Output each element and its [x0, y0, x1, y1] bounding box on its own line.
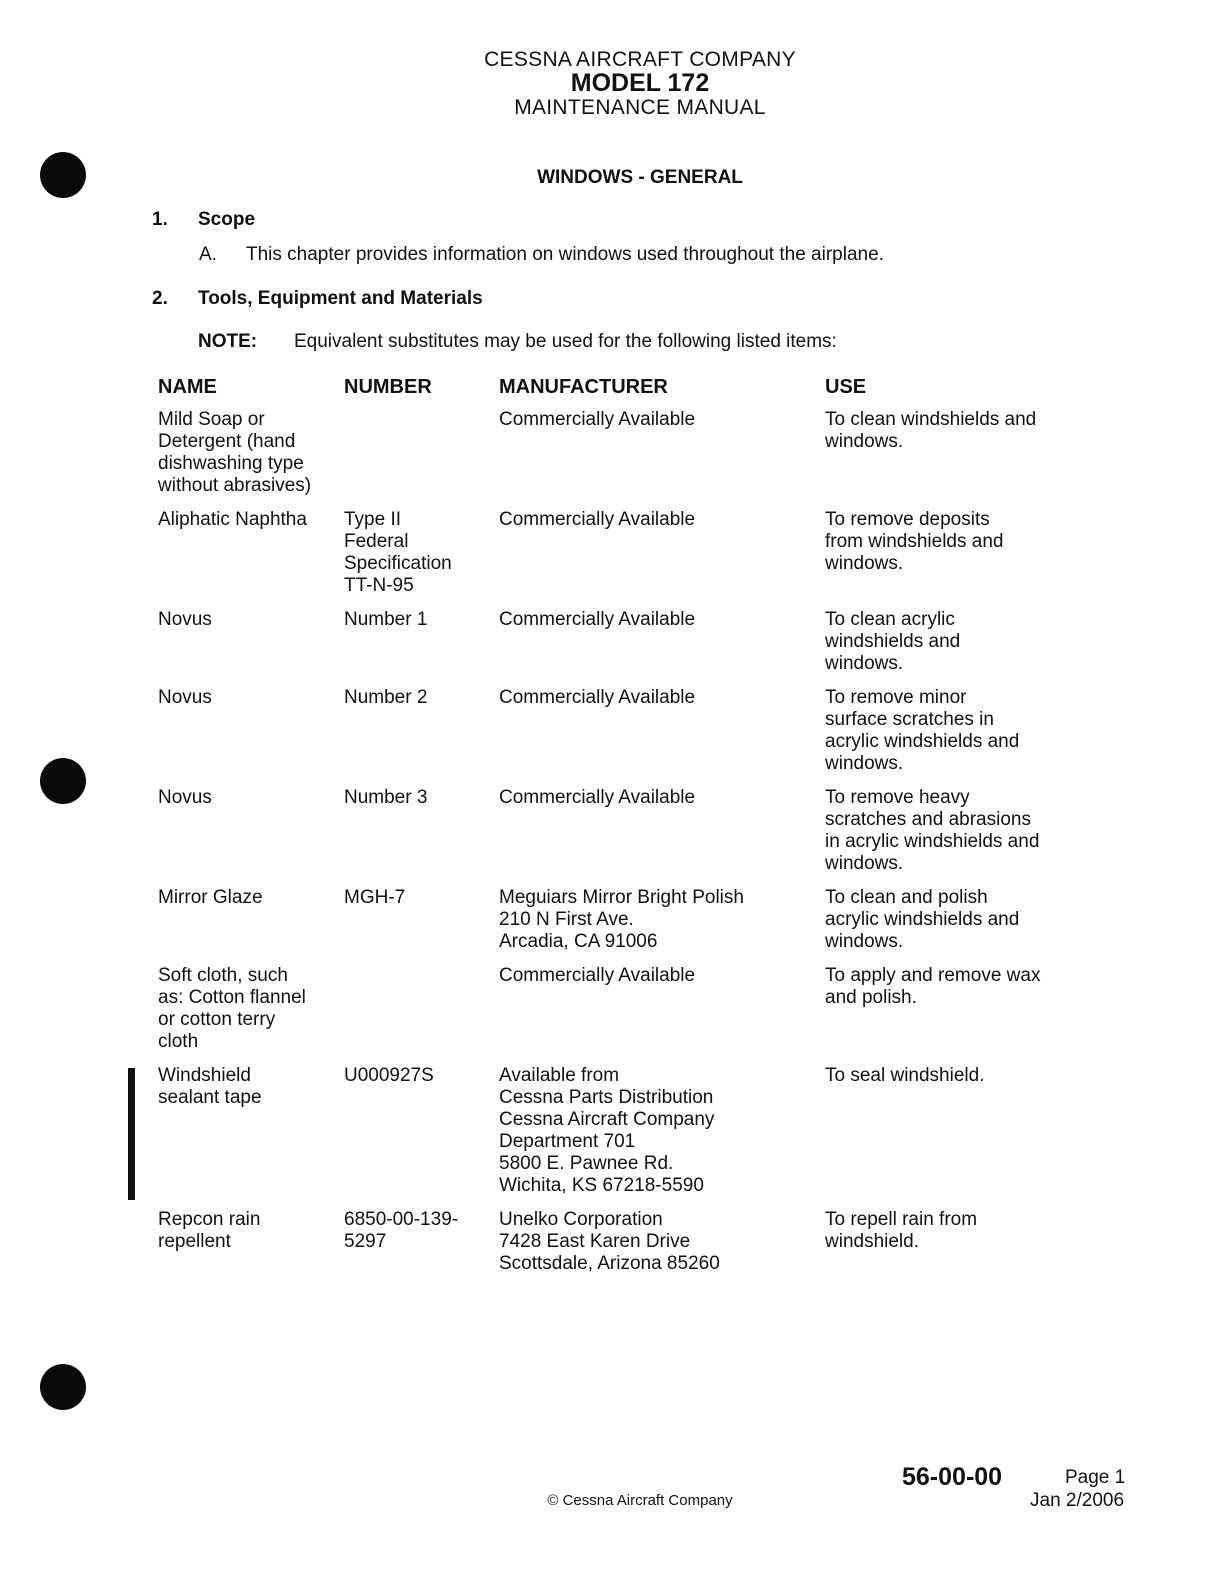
- cell-name: Soft cloth, such as: Cotton flannel or cotton terry cloth: [158, 965, 306, 1052]
- column-header-use: USE: [825, 376, 867, 398]
- cell-number: Number 3: [344, 787, 428, 808]
- table-row: [158, 687, 1068, 787]
- cell-name: Mild Soap or Detergent (hand dishwashing type without abrasives): [158, 409, 312, 496]
- cell-manufacturer: Unelko Corporation 7428 East Karen Drive Scottsdale, Arizona 85260: [499, 1209, 720, 1274]
- cell-manufacturer: Commercially Available: [499, 409, 696, 430]
- cell-manufacturer: Commercially Available: [499, 687, 696, 708]
- tools-table: [158, 376, 1068, 1287]
- cell-name: Aliphatic Naphtha: [158, 509, 307, 530]
- note-text: Equivalent substitutes may be used for the following listed items:: [294, 331, 837, 352]
- section-title: WINDOWS - GENERAL: [537, 167, 743, 188]
- cell-number: Number 1: [344, 609, 428, 630]
- scope-number: 1.: [152, 209, 168, 230]
- tools-number: 2.: [152, 288, 168, 309]
- table-row: [158, 509, 1068, 609]
- cell-use: To clean windshields and windows.: [825, 409, 1037, 452]
- column-header-manufacturer: MANUFACTURER: [499, 376, 668, 398]
- cell-name: Novus: [158, 687, 212, 708]
- scope-item-text: This chapter provides information on windows used throughout the airplane.: [246, 244, 884, 265]
- cell-number: MGH-7: [344, 887, 406, 908]
- binder-hole: [40, 758, 86, 804]
- cell-use: To apply and remove wax and polish.: [825, 965, 1041, 1008]
- table-row: [158, 965, 1068, 1065]
- revision-date: Jan 2/2006: [1030, 1490, 1125, 1511]
- page-number: Page 1: [1065, 1467, 1126, 1488]
- cell-number: 6850-00-139- 5297: [344, 1209, 459, 1252]
- cell-name: Repcon rain repellent: [158, 1209, 261, 1252]
- cell-name: Windshield sealant tape: [158, 1065, 262, 1108]
- cell-number: [344, 409, 499, 509]
- binder-hole: [40, 1364, 86, 1410]
- table-row: [158, 787, 1068, 887]
- cell-use: To clean and polish acrylic windshields and windows.: [825, 887, 1020, 952]
- revision-change-bar: [128, 1068, 135, 1200]
- cell-manufacturer: Commercially Available: [499, 965, 696, 986]
- cell-manufacturer: Available from Cessna Parts Distribution Cessna Aircraft Company Department 701 5800 E. Pawnee Rd. Wichita, KS 67218-5590: [499, 1065, 715, 1196]
- table-row: [158, 1065, 1068, 1209]
- table-row: [158, 409, 1068, 509]
- cell-manufacturer: Commercially Available: [499, 509, 696, 530]
- section-number: 56-00-00: [902, 1463, 1003, 1491]
- cell-name: Novus: [158, 787, 212, 808]
- cell-use: To remove minor surface scratches in acrylic windshields and windows.: [825, 687, 1020, 774]
- table-header-row: [158, 376, 1068, 409]
- scope-heading: Scope: [198, 209, 256, 230]
- cell-number: Type II Federal Specification TT-N-95: [344, 509, 452, 596]
- cell-use: To seal windshield.: [825, 1065, 985, 1086]
- cell-name: Novus: [158, 609, 212, 630]
- column-header-number: NUMBER: [344, 376, 432, 398]
- cell-use: To repell rain from windshield.: [825, 1209, 978, 1252]
- table-row: [158, 609, 1068, 687]
- copyright-notice: © Cessna Aircraft Company: [547, 1492, 733, 1509]
- cell-use: To clean acrylic windshields and windows.: [825, 609, 961, 674]
- scope-item-letter: A.: [199, 244, 217, 265]
- cell-name: Mirror Glaze: [158, 887, 263, 908]
- model-title: MODEL 172: [570, 69, 710, 97]
- tools-heading: Tools, Equipment and Materials: [198, 288, 483, 309]
- table-row: [158, 887, 1068, 965]
- cell-number: U000927S: [344, 1065, 434, 1086]
- column-header-name: NAME: [158, 376, 217, 398]
- cell-manufacturer: Commercially Available: [499, 609, 696, 630]
- cell-manufacturer: Commercially Available: [499, 787, 696, 808]
- cell-number: Number 2: [344, 687, 428, 708]
- cell-use: To remove heavy scratches and abrasions in acrylic windshields and windows.: [825, 787, 1040, 874]
- cell-manufacturer: Meguiars Mirror Bright Polish 210 N First Ave. Arcadia, CA 91006: [499, 887, 744, 952]
- manual-title: MAINTENANCE MANUAL: [514, 96, 766, 119]
- note-label: NOTE:: [198, 331, 258, 352]
- cell-number: [344, 965, 499, 1065]
- table-row: [158, 1209, 1068, 1287]
- cell-use: To remove deposits from windshields and windows.: [825, 509, 1004, 574]
- company-name: CESSNA AIRCRAFT COMPANY: [484, 48, 796, 71]
